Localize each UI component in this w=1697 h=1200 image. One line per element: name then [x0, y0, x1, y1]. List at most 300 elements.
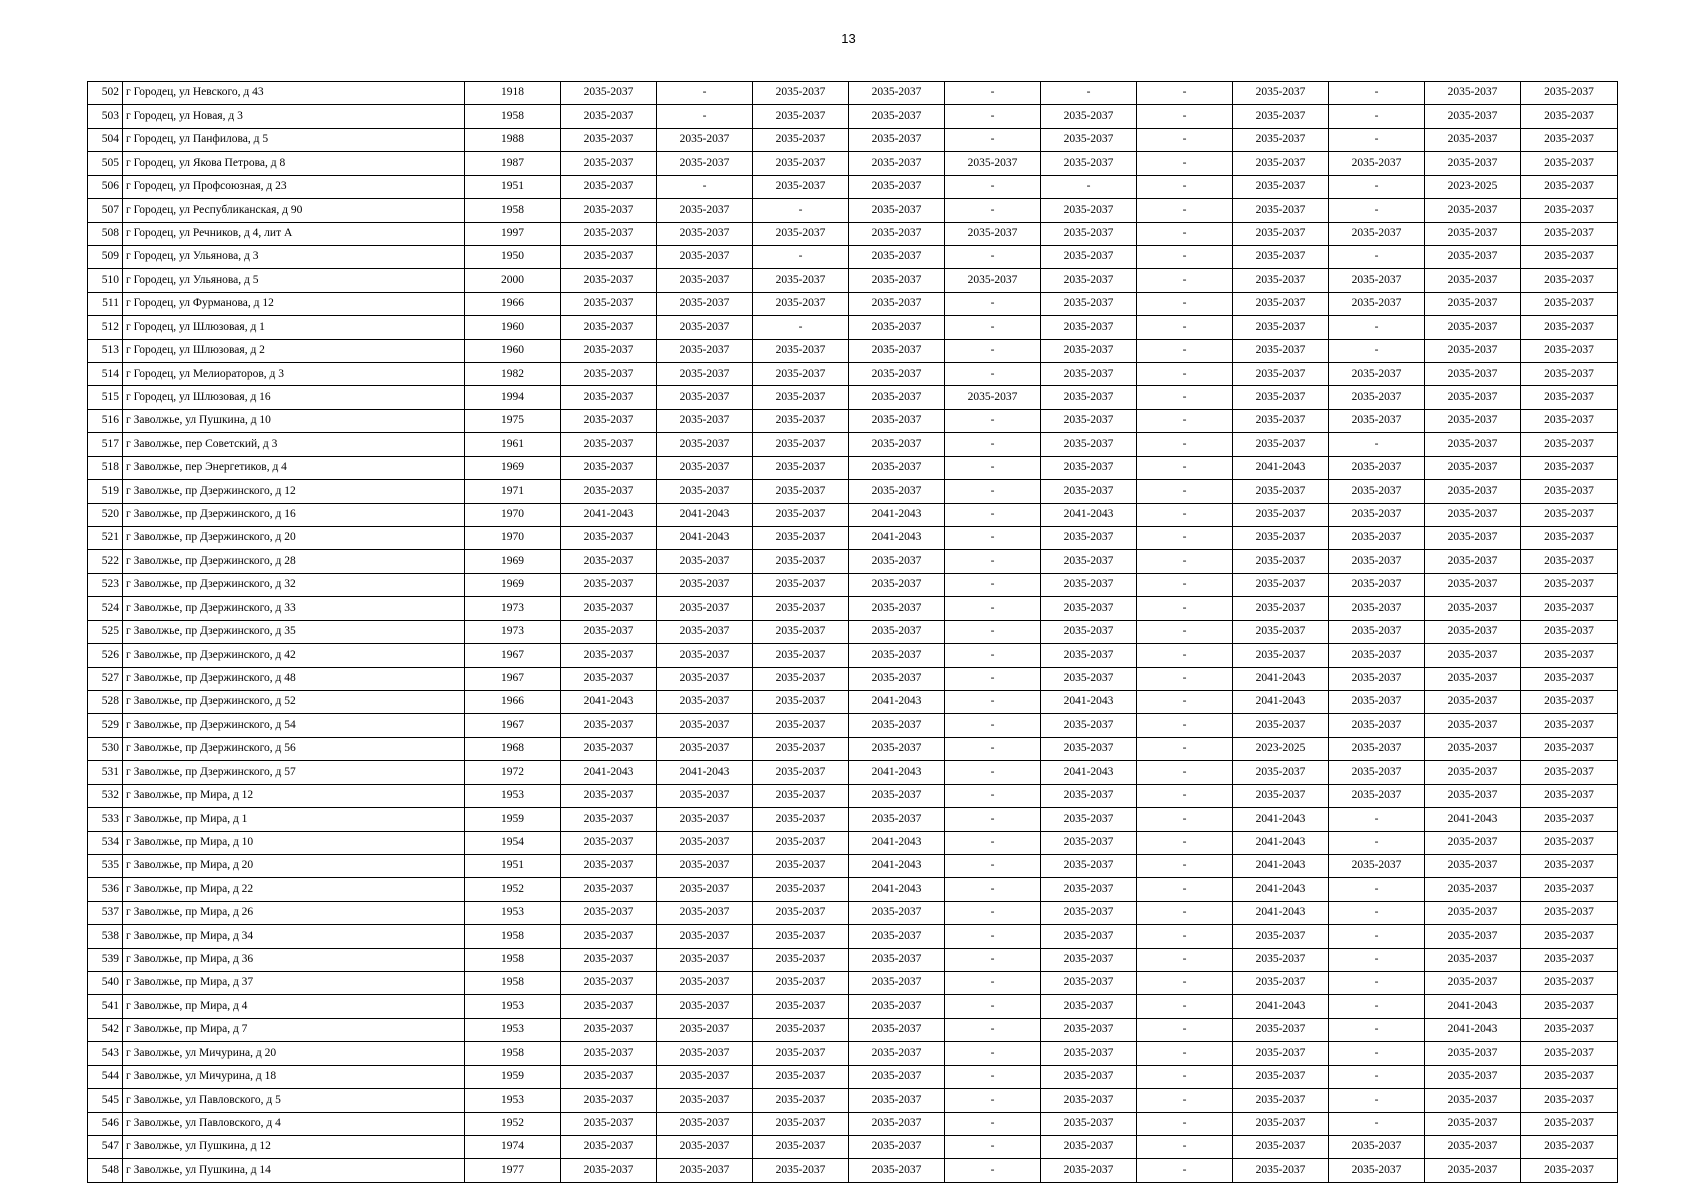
period-cell: 2035-2037	[849, 1112, 945, 1135]
year-cell: 1959	[465, 808, 561, 831]
period-cell: 2035-2037	[1425, 737, 1521, 760]
period-cell: 2035-2037	[1521, 667, 1618, 690]
period-cell: 2035-2037	[1041, 222, 1137, 245]
address-cell: г Городец, ул Якова Петрова, д 8	[123, 152, 465, 175]
period-cell: 2035-2037	[1041, 480, 1137, 503]
address-cell: г Заволжье, пр Дзержинского, д 16	[123, 503, 465, 526]
period-cell: 2035-2037	[1425, 386, 1521, 409]
period-cell: 2035-2037	[849, 175, 945, 198]
period-cell: 2035-2037	[753, 831, 849, 854]
period-cell: 2035-2037	[753, 152, 849, 175]
period-cell: 2035-2037	[849, 339, 945, 362]
year-cell: 1967	[465, 644, 561, 667]
period-cell: 2041-2043	[1425, 995, 1521, 1018]
table-row	[88, 1042, 1618, 1065]
period-cell: 2035-2037	[753, 1065, 849, 1088]
period-cell: 2035-2037	[1521, 972, 1618, 995]
period-cell: 2035-2037	[849, 363, 945, 386]
period-cell: 2035-2037	[1425, 105, 1521, 128]
period-cell: 2035-2037	[849, 1018, 945, 1041]
year-cell: 1961	[465, 433, 561, 456]
period-cell: 2023-2025	[1425, 175, 1521, 198]
period-cell: 2035-2037	[657, 269, 753, 292]
period-cell: 2035-2037	[753, 1042, 849, 1065]
period-cell: 2035-2037	[1329, 386, 1425, 409]
period-cell: 2035-2037	[1521, 925, 1618, 948]
period-cell: 2035-2037	[753, 878, 849, 901]
address-cell: г Заволжье, пр Дзержинского, д 35	[123, 620, 465, 643]
period-cell: -	[1041, 175, 1137, 198]
period-cell: -	[1137, 901, 1233, 924]
year-cell: 1953	[465, 784, 561, 807]
period-cell: 2035-2037	[657, 1112, 753, 1135]
period-cell: 2035-2037	[1521, 409, 1618, 432]
period-cell: -	[1329, 316, 1425, 339]
period-cell: 2035-2037	[1521, 82, 1618, 105]
period-cell: 2035-2037	[1233, 503, 1329, 526]
period-cell: -	[1329, 105, 1425, 128]
row-number-cell: 539	[88, 948, 123, 971]
period-cell: 2035-2037	[1233, 925, 1329, 948]
table-row	[88, 1159, 1618, 1182]
period-cell: 2035-2037	[1233, 222, 1329, 245]
period-cell: 2035-2037	[1041, 199, 1137, 222]
period-cell: 2035-2037	[561, 152, 657, 175]
period-cell: 2035-2037	[1425, 269, 1521, 292]
period-cell: 2035-2037	[1329, 269, 1425, 292]
period-cell: 2035-2037	[1521, 105, 1618, 128]
period-cell: 2035-2037	[753, 82, 849, 105]
period-cell: 2035-2037	[1041, 1018, 1137, 1041]
period-cell: 2035-2037	[1041, 1112, 1137, 1135]
year-cell: 1958	[465, 948, 561, 971]
table-row	[88, 1112, 1618, 1135]
period-cell: 2035-2037	[753, 620, 849, 643]
row-number-cell: 510	[88, 269, 123, 292]
period-cell: 2035-2037	[753, 1159, 849, 1182]
period-cell: 2035-2037	[1521, 1042, 1618, 1065]
period-cell: 2035-2037	[849, 644, 945, 667]
address-cell: г Городец, ул Республиканская, д 90	[123, 199, 465, 222]
period-cell: 2035-2037	[1521, 995, 1618, 1018]
period-cell: 2035-2037	[561, 644, 657, 667]
page-number: 13	[841, 31, 856, 46]
period-cell: 2041-2043	[849, 831, 945, 854]
period-cell: 2035-2037	[561, 878, 657, 901]
year-cell: 1958	[465, 105, 561, 128]
period-cell: -	[945, 573, 1041, 596]
period-cell: -	[945, 854, 1041, 877]
table-row	[88, 1065, 1618, 1088]
period-cell: -	[945, 737, 1041, 760]
period-cell: -	[1329, 925, 1425, 948]
address-cell: г Заволжье, пр Мира, д 20	[123, 854, 465, 877]
row-number-cell: 547	[88, 1135, 123, 1158]
year-cell: 1970	[465, 527, 561, 550]
period-cell: 2035-2037	[561, 363, 657, 386]
period-cell: 2035-2037	[561, 199, 657, 222]
period-cell: 2035-2037	[657, 316, 753, 339]
period-cell: 2035-2037	[657, 386, 753, 409]
period-cell: 2035-2037	[753, 808, 849, 831]
period-cell: 2035-2037	[1041, 644, 1137, 667]
address-cell: г Заволжье, пр Дзержинского, д 48	[123, 667, 465, 690]
period-cell: 2035-2037	[1329, 1159, 1425, 1182]
period-cell: 2035-2037	[1521, 854, 1618, 877]
period-cell: 2035-2037	[561, 480, 657, 503]
row-number-cell: 535	[88, 854, 123, 877]
address-cell: г Городец, ул Речников, д 4, лит А	[123, 222, 465, 245]
period-cell: -	[945, 808, 1041, 831]
period-cell: 2035-2037	[849, 1159, 945, 1182]
period-cell: 2035-2037	[849, 714, 945, 737]
period-cell: 2035-2037	[1329, 456, 1425, 479]
period-cell: 2041-2043	[1233, 690, 1329, 713]
period-cell: 2023-2025	[1233, 737, 1329, 760]
table-row	[88, 550, 1618, 573]
period-cell: 2035-2037	[1041, 831, 1137, 854]
period-cell: 2035-2037	[561, 269, 657, 292]
address-cell: г Заволжье, пр Мира, д 34	[123, 925, 465, 948]
row-number-cell: 529	[88, 714, 123, 737]
period-cell: 2035-2037	[1425, 409, 1521, 432]
period-cell: 2035-2037	[657, 620, 753, 643]
period-cell: -	[657, 105, 753, 128]
period-cell: 2035-2037	[657, 1042, 753, 1065]
table-row	[88, 831, 1618, 854]
period-cell: -	[945, 1089, 1041, 1112]
period-cell: -	[945, 925, 1041, 948]
year-cell: 1967	[465, 667, 561, 690]
period-cell: 2035-2037	[849, 901, 945, 924]
period-cell: 2035-2037	[1041, 1065, 1137, 1088]
period-cell: 2035-2037	[1233, 152, 1329, 175]
period-cell: -	[1137, 620, 1233, 643]
year-cell: 1958	[465, 199, 561, 222]
period-cell: -	[1137, 503, 1233, 526]
period-cell: 2035-2037	[561, 456, 657, 479]
period-cell: 2035-2037	[1521, 878, 1618, 901]
period-cell: -	[945, 245, 1041, 268]
period-cell: 2035-2037	[753, 363, 849, 386]
address-cell: г Заволжье, пр Дзержинского, д 57	[123, 761, 465, 784]
period-cell: 2035-2037	[657, 152, 753, 175]
period-cell: 2035-2037	[657, 409, 753, 432]
table-row	[88, 901, 1618, 924]
period-cell: -	[1137, 1042, 1233, 1065]
row-number-cell: 540	[88, 972, 123, 995]
table-row	[88, 737, 1618, 760]
period-cell: 2035-2037	[1233, 1018, 1329, 1041]
period-cell: 2035-2037	[1329, 737, 1425, 760]
period-cell: 2035-2037	[849, 808, 945, 831]
period-cell: 2035-2037	[849, 925, 945, 948]
period-cell: 2035-2037	[1521, 292, 1618, 315]
period-cell: 2035-2037	[657, 597, 753, 620]
period-cell: 2035-2037	[1041, 901, 1137, 924]
period-cell: -	[945, 409, 1041, 432]
row-number-cell: 513	[88, 339, 123, 362]
period-cell: 2035-2037	[1041, 363, 1137, 386]
table-row	[88, 433, 1618, 456]
period-cell: 2035-2037	[657, 737, 753, 760]
year-cell: 1960	[465, 339, 561, 362]
period-cell: 2035-2037	[561, 831, 657, 854]
period-cell: -	[945, 1112, 1041, 1135]
period-cell: 2035-2037	[1041, 808, 1137, 831]
period-cell: -	[945, 175, 1041, 198]
period-cell: 2035-2037	[657, 972, 753, 995]
period-cell: -	[1329, 128, 1425, 151]
period-cell: 2035-2037	[1425, 620, 1521, 643]
period-cell: 2035-2037	[1425, 292, 1521, 315]
address-cell: г Заволжье, ул Мичурина, д 18	[123, 1065, 465, 1088]
year-cell: 1959	[465, 1065, 561, 1088]
row-number-cell: 515	[88, 386, 123, 409]
period-cell: 2035-2037	[1425, 527, 1521, 550]
period-cell: 2035-2037	[561, 1135, 657, 1158]
period-cell: -	[1137, 714, 1233, 737]
address-cell: г Заволжье, ул Пушкина, д 14	[123, 1159, 465, 1182]
period-cell: 2035-2037	[1233, 199, 1329, 222]
period-cell: 2035-2037	[1521, 784, 1618, 807]
period-cell: -	[945, 292, 1041, 315]
period-cell: 2035-2037	[1329, 761, 1425, 784]
period-cell: 2035-2037	[1425, 152, 1521, 175]
address-cell: г Городец, ул Фурманова, д 12	[123, 292, 465, 315]
period-cell: -	[1137, 128, 1233, 151]
period-cell: 2035-2037	[753, 1112, 849, 1135]
period-cell: 2035-2037	[657, 784, 753, 807]
period-cell: -	[945, 363, 1041, 386]
period-cell: 2035-2037	[1329, 480, 1425, 503]
period-cell: -	[945, 1065, 1041, 1088]
year-cell: 2000	[465, 269, 561, 292]
period-cell: 2035-2037	[1041, 409, 1137, 432]
period-cell: 2035-2037	[1425, 573, 1521, 596]
table-row	[88, 269, 1618, 292]
period-cell: 2035-2037	[1041, 316, 1137, 339]
period-cell: 2035-2037	[1329, 667, 1425, 690]
period-cell: 2035-2037	[1041, 1135, 1137, 1158]
period-cell: 2035-2037	[1521, 128, 1618, 151]
period-cell: 2035-2037	[1521, 386, 1618, 409]
year-cell: 1977	[465, 1159, 561, 1182]
period-cell: 2035-2037	[1233, 714, 1329, 737]
table-row	[88, 409, 1618, 432]
period-cell: 2035-2037	[1425, 925, 1521, 948]
period-cell: -	[945, 948, 1041, 971]
period-cell: -	[1137, 386, 1233, 409]
period-cell: 2041-2043	[849, 878, 945, 901]
address-cell: г Городец, ул Мелиораторов, д 3	[123, 363, 465, 386]
year-cell: 1970	[465, 503, 561, 526]
period-cell: 2035-2037	[1425, 854, 1521, 877]
period-cell: 2035-2037	[561, 995, 657, 1018]
period-cell: 2035-2037	[561, 82, 657, 105]
table-row	[88, 1135, 1618, 1158]
period-cell: -	[1329, 972, 1425, 995]
period-cell: -	[1137, 292, 1233, 315]
period-cell: 2035-2037	[1521, 714, 1618, 737]
period-cell: 2035-2037	[657, 878, 753, 901]
period-cell: 2041-2043	[1233, 878, 1329, 901]
period-cell: -	[1329, 995, 1425, 1018]
period-cell: -	[945, 480, 1041, 503]
period-cell: 2035-2037	[849, 948, 945, 971]
period-cell: 2035-2037	[849, 433, 945, 456]
year-cell: 1988	[465, 128, 561, 151]
period-cell: 2035-2037	[1329, 620, 1425, 643]
period-cell: 2035-2037	[1521, 363, 1618, 386]
period-cell: 2035-2037	[1233, 1089, 1329, 1112]
address-cell: г Заволжье, пер Советский, д 3	[123, 433, 465, 456]
period-cell: 2035-2037	[753, 386, 849, 409]
period-cell: 2035-2037	[561, 737, 657, 760]
period-cell: 2035-2037	[561, 409, 657, 432]
period-cell: 2035-2037	[1041, 878, 1137, 901]
period-cell: 2035-2037	[657, 714, 753, 737]
period-cell: 2035-2037	[849, 784, 945, 807]
period-cell: 2035-2037	[1233, 784, 1329, 807]
address-cell: г Заволжье, пр Дзержинского, д 54	[123, 714, 465, 737]
row-number-cell: 508	[88, 222, 123, 245]
period-cell: 2035-2037	[1521, 573, 1618, 596]
period-cell: 2035-2037	[753, 550, 849, 573]
period-cell: -	[1329, 1112, 1425, 1135]
period-cell: 2041-2043	[1233, 808, 1329, 831]
period-cell: -	[945, 503, 1041, 526]
period-cell: 2035-2037	[561, 1112, 657, 1135]
period-cell: -	[1329, 808, 1425, 831]
period-cell: 2035-2037	[1233, 972, 1329, 995]
period-cell: -	[945, 82, 1041, 105]
address-cell: г Городец, ул Шлюзовая, д 16	[123, 386, 465, 409]
period-cell: 2035-2037	[1425, 199, 1521, 222]
period-cell: -	[753, 316, 849, 339]
row-number-cell: 505	[88, 152, 123, 175]
table-row	[88, 1089, 1618, 1112]
row-number-cell: 536	[88, 878, 123, 901]
row-number-cell: 504	[88, 128, 123, 151]
period-cell: 2035-2037	[657, 995, 753, 1018]
period-cell: 2035-2037	[1041, 714, 1137, 737]
period-cell: -	[945, 550, 1041, 573]
period-cell: -	[1137, 573, 1233, 596]
period-cell: 2035-2037	[1329, 363, 1425, 386]
year-cell: 1954	[465, 831, 561, 854]
period-cell: -	[1137, 199, 1233, 222]
period-cell: 2035-2037	[753, 995, 849, 1018]
address-cell: г Заволжье, пр Дзержинского, д 56	[123, 737, 465, 760]
period-cell: 2035-2037	[1233, 1159, 1329, 1182]
period-cell: 2035-2037	[1041, 995, 1137, 1018]
period-cell: 2035-2037	[753, 761, 849, 784]
period-cell: 2035-2037	[657, 573, 753, 596]
period-cell: 2035-2037	[1233, 620, 1329, 643]
period-cell: 2035-2037	[753, 456, 849, 479]
period-cell: -	[1137, 854, 1233, 877]
period-cell: 2035-2037	[1425, 433, 1521, 456]
table-row	[88, 714, 1618, 737]
period-cell: 2035-2037	[753, 690, 849, 713]
period-cell: 2035-2037	[657, 690, 753, 713]
table-row	[88, 363, 1618, 386]
period-cell: 2035-2037	[561, 901, 657, 924]
period-cell: 2035-2037	[1041, 105, 1137, 128]
period-cell: 2035-2037	[1233, 82, 1329, 105]
table-row	[88, 316, 1618, 339]
period-cell: 2035-2037	[849, 82, 945, 105]
period-cell: 2035-2037	[561, 808, 657, 831]
period-cell: 2035-2037	[849, 152, 945, 175]
address-cell: г Городец, ул Панфилова, д 5	[123, 128, 465, 151]
row-number-cell: 534	[88, 831, 123, 854]
year-cell: 1972	[465, 761, 561, 784]
period-cell: -	[753, 245, 849, 268]
period-cell: 2035-2037	[849, 972, 945, 995]
period-cell: 2035-2037	[1425, 480, 1521, 503]
period-cell: 2035-2037	[1233, 644, 1329, 667]
period-cell: -	[1329, 433, 1425, 456]
period-cell: -	[1137, 737, 1233, 760]
period-cell: 2041-2043	[1425, 1018, 1521, 1041]
table-row	[88, 620, 1618, 643]
period-cell: 2035-2037	[657, 1018, 753, 1041]
period-cell: -	[945, 995, 1041, 1018]
period-cell: 2035-2037	[1041, 152, 1137, 175]
table-row	[88, 128, 1618, 151]
period-cell: 2035-2037	[753, 597, 849, 620]
period-cell: 2035-2037	[657, 199, 753, 222]
period-cell: 2041-2043	[1233, 995, 1329, 1018]
period-cell: 2035-2037	[1425, 363, 1521, 386]
year-cell: 1951	[465, 854, 561, 877]
row-number-cell: 514	[88, 363, 123, 386]
period-cell: 2041-2043	[1233, 456, 1329, 479]
table-row	[88, 527, 1618, 550]
period-cell: -	[1329, 175, 1425, 198]
period-cell: -	[1137, 1159, 1233, 1182]
period-cell: -	[1137, 1018, 1233, 1041]
period-cell: 2035-2037	[753, 784, 849, 807]
period-cell: 2035-2037	[753, 1018, 849, 1041]
period-cell: 2035-2037	[1233, 573, 1329, 596]
period-cell: 2035-2037	[849, 199, 945, 222]
period-cell: 2035-2037	[849, 620, 945, 643]
address-cell: г Городец, ул Ульянова, д 5	[123, 269, 465, 292]
period-cell: 2035-2037	[657, 292, 753, 315]
year-cell: 1966	[465, 292, 561, 315]
period-cell: 2035-2037	[849, 1135, 945, 1158]
period-cell: -	[1137, 644, 1233, 667]
period-cell: 2035-2037	[1041, 854, 1137, 877]
period-cell: 2041-2043	[849, 761, 945, 784]
address-cell: г Заволжье, пр Дзержинского, д 12	[123, 480, 465, 503]
period-cell: 2035-2037	[753, 925, 849, 948]
period-cell: 2035-2037	[1329, 409, 1425, 432]
period-cell: 2035-2037	[1041, 550, 1137, 573]
period-cell: 2035-2037	[1425, 948, 1521, 971]
period-cell: 2035-2037	[1521, 316, 1618, 339]
period-cell: -	[1329, 339, 1425, 362]
table-row	[88, 972, 1618, 995]
period-cell: 2035-2037	[1425, 1135, 1521, 1158]
period-cell: 2035-2037	[753, 667, 849, 690]
address-cell: г Городец, ул Шлюзовая, д 2	[123, 339, 465, 362]
row-number-cell: 543	[88, 1042, 123, 1065]
period-cell: 2035-2037	[1329, 1135, 1425, 1158]
